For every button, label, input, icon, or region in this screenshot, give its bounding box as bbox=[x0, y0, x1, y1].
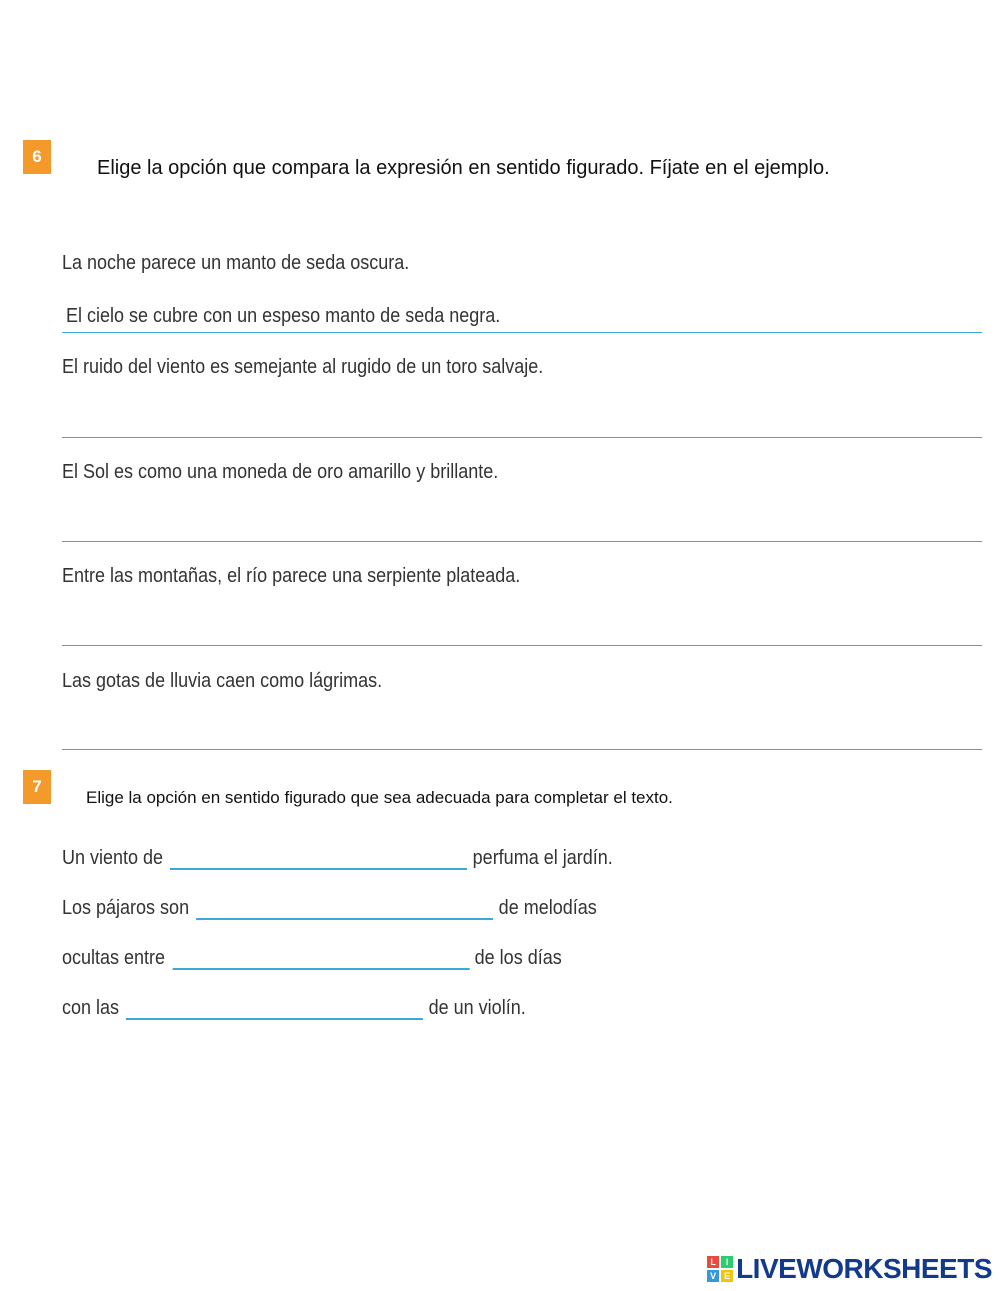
item-sentence: El Sol es como una moneda de oro amarillo y brillante. bbox=[62, 461, 499, 483]
logo-mark-icon bbox=[707, 1256, 733, 1282]
example-sentence: La noche parece un manto de seda oscura. bbox=[62, 252, 410, 274]
fill-line bbox=[62, 996, 526, 1020]
answer-line[interactable] bbox=[62, 645, 982, 646]
exercise-6-instruction: Elige la opción que compara la expresión en sentido figurado. Fíjate en el ejemplo. bbox=[97, 157, 830, 179]
exercise-6-number-badge: 6 bbox=[23, 140, 51, 174]
fill-blank[interactable] bbox=[172, 946, 469, 970]
fill-after-text: de los días bbox=[474, 947, 562, 969]
fill-blank[interactable] bbox=[196, 896, 493, 920]
fill-before-text: Un viento de bbox=[62, 847, 164, 869]
fill-line bbox=[62, 946, 562, 970]
answer-line[interactable] bbox=[62, 749, 982, 750]
logo-letter: I bbox=[721, 1256, 733, 1268]
fill-before-text: ocultas entre bbox=[62, 947, 166, 969]
item-sentence: El ruido del viento es semejante al rugido de un toro salvaje. bbox=[62, 356, 544, 378]
logo-letter: V bbox=[707, 1270, 719, 1282]
fill-before-text: Los pájaros son bbox=[62, 897, 190, 919]
item-sentence: Entre las montañas, el río parece una serpiente plateada. bbox=[62, 565, 521, 587]
fill-after-text: perfuma el jardín. bbox=[472, 847, 613, 869]
logo-text: LIVEWORKSHEETS bbox=[736, 1253, 992, 1284]
example-answer: El cielo se cubre con un espeso manto de seda negra. bbox=[66, 305, 501, 327]
fill-blank[interactable] bbox=[170, 846, 467, 870]
fill-line bbox=[62, 896, 597, 920]
liveworksheets-logo[interactable] bbox=[707, 1253, 992, 1285]
item-sentence: Las gotas de lluvia caen como lágrimas. bbox=[62, 670, 383, 692]
fill-after-text: de melodías bbox=[498, 897, 597, 919]
fill-blank[interactable] bbox=[126, 996, 423, 1020]
answer-line[interactable] bbox=[62, 332, 982, 333]
fill-line bbox=[62, 846, 613, 870]
logo-letter: L bbox=[707, 1256, 719, 1268]
answer-line[interactable] bbox=[62, 541, 982, 542]
exercise-7-instruction: Elige la opción en sentido figurado que sea adecuada para completar el texto. bbox=[86, 788, 673, 807]
fill-after-text: de un violín. bbox=[428, 997, 526, 1019]
answer-line[interactable] bbox=[62, 437, 982, 438]
logo-letter: E bbox=[721, 1270, 733, 1282]
fill-before-text: con las bbox=[62, 997, 120, 1019]
exercise-7-number-badge: 7 bbox=[23, 770, 51, 804]
